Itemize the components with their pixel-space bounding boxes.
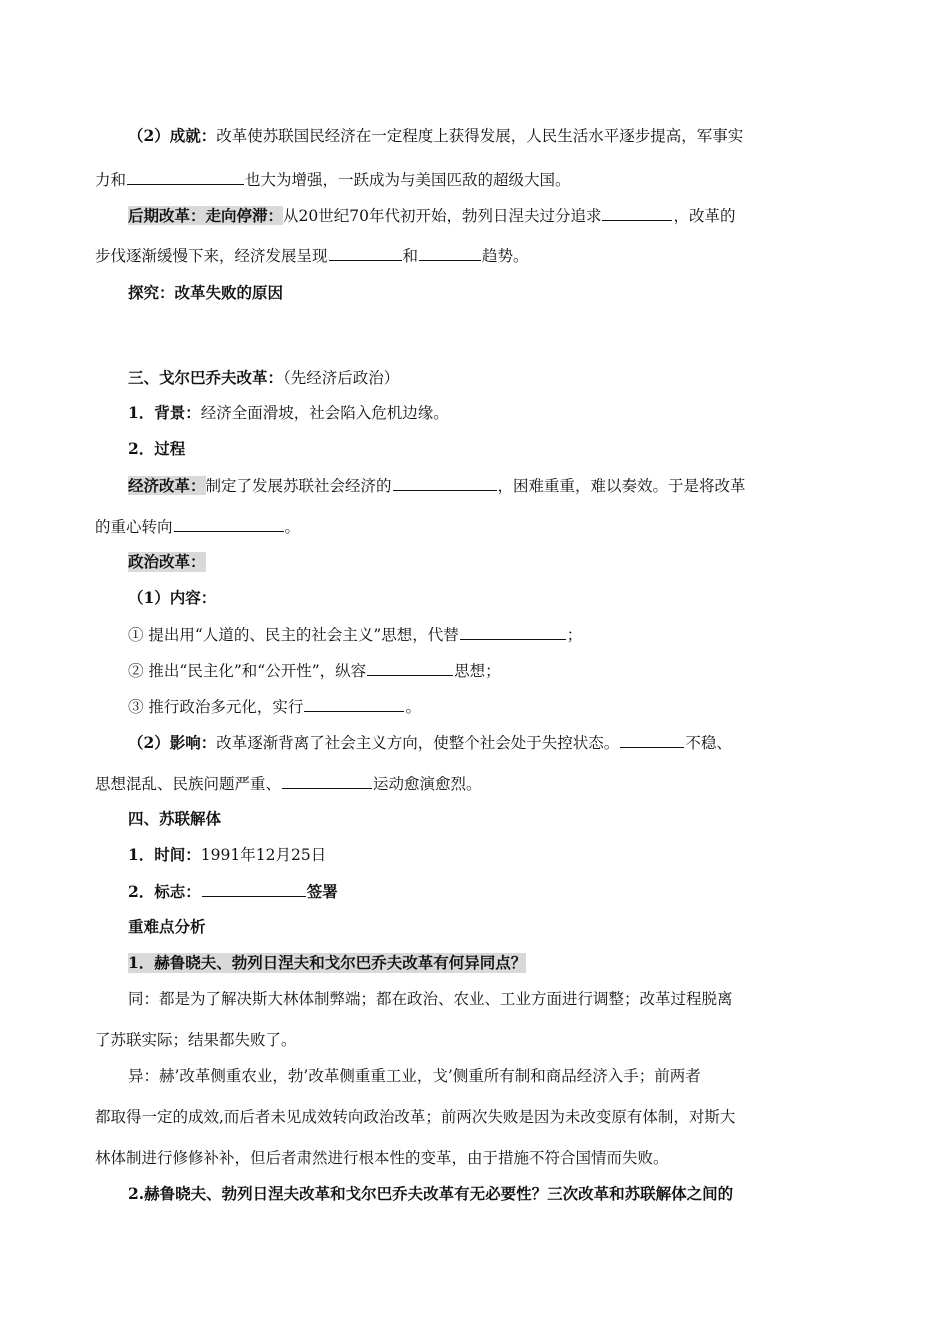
text: ，困难重重，难以奏效。于是将改革 bbox=[497, 477, 746, 495]
text: ③ 推行政治多元化，实行 bbox=[128, 698, 304, 716]
text: ① 提出用“人道的、民主的社会主义”思想，代替 bbox=[128, 626, 459, 644]
answer-blank[interactable] bbox=[602, 205, 672, 221]
question-1: 1．赫鲁晓夫、勃列日涅夫和戈尔巴乔夫改革有何异同点？ bbox=[128, 953, 527, 972]
difference-line: 异：赫’改革侧重农业，勃’改革侧重重工业，戈’侧重所有制和商品经济入手；前两者 bbox=[128, 1067, 701, 1085]
section-dissolution: 四、苏联解体 bbox=[128, 809, 222, 828]
difference-line-2: 都取得一定的成效,而后者未见成效转向政治改革；前两次失败是因为未改变原有体制，对斯大 bbox=[95, 1108, 736, 1126]
answer-blank[interactable] bbox=[419, 245, 481, 261]
economic-reform-line bbox=[128, 475, 746, 496]
answer-blank[interactable] bbox=[202, 881, 306, 897]
text: 趋势。 bbox=[482, 247, 529, 265]
section-gorbachev bbox=[128, 368, 399, 388]
text: 经济全面滑坡，社会陷入危机边缘。 bbox=[200, 404, 449, 422]
text: 。 bbox=[284, 518, 301, 536]
achievement-line-2 bbox=[95, 169, 571, 190]
question-2: 2.赫鲁晓夫、勃列日涅夫改革和戈尔巴乔夫改革有无必要性？三次改革和苏联解体之间的 bbox=[128, 1184, 734, 1203]
section-title: 三、戈尔巴乔夫改革： bbox=[128, 368, 284, 387]
economic-reform-line-2 bbox=[95, 516, 300, 537]
achievement-line bbox=[128, 126, 743, 146]
label: （2）影响： bbox=[128, 733, 217, 752]
achievement-label: （2）成就： bbox=[128, 126, 217, 145]
answer-blank[interactable] bbox=[304, 696, 404, 712]
answer-blank[interactable] bbox=[620, 732, 684, 748]
answer-blank[interactable] bbox=[282, 773, 372, 789]
time-line bbox=[128, 845, 326, 865]
label: 1．背景： bbox=[128, 403, 201, 422]
answer-blank[interactable] bbox=[367, 660, 453, 676]
achievement-text: 改革使苏联国民经济在一定程度上获得发展，人民生活水平逐步提高，军事实 bbox=[216, 127, 744, 145]
text: 思想； bbox=[454, 662, 501, 680]
answer-blank[interactable] bbox=[127, 169, 244, 185]
text: 也大为增强，一跃成为与美国匹敌的超级大国。 bbox=[245, 171, 571, 189]
similarity-line: 同：都是为了解决斯大林体制弊端；都在政治、农业、工业方面进行调整；改革过程脱离 bbox=[128, 990, 733, 1008]
explore-heading: 探究：改革失败的原因 bbox=[128, 283, 284, 302]
economic-reform-label: 经济改革： bbox=[128, 476, 206, 495]
content-item-1 bbox=[128, 624, 582, 645]
text: ② 推出“民主化”和“公开性”，纵容 bbox=[128, 662, 367, 680]
text: 和 bbox=[402, 247, 419, 265]
late-reform-line bbox=[128, 205, 735, 226]
label: 2．标志： bbox=[128, 882, 201, 901]
answer-blank[interactable] bbox=[174, 516, 284, 532]
content-label: （1）内容： bbox=[128, 588, 217, 607]
political-reform-label: 政治改革： bbox=[128, 552, 206, 571]
background-line bbox=[128, 403, 449, 423]
similarity-line-2: 了苏联实际；结果都失败了。 bbox=[95, 1031, 297, 1049]
text: 思想混乱、民族问题严重、 bbox=[95, 775, 282, 793]
answer-blank[interactable] bbox=[329, 245, 402, 261]
text: 1991年12月25日 bbox=[200, 846, 327, 864]
impact-line bbox=[128, 732, 732, 753]
text: 不稳、 bbox=[685, 734, 732, 752]
late-reform-label: 后期改革：走向停滞： bbox=[128, 206, 284, 225]
text: （先经济后政治） bbox=[283, 369, 400, 387]
text: ，改革的 bbox=[673, 207, 736, 225]
text: 步伐逐渐缓慢下来，经济发展呈现 bbox=[95, 247, 328, 265]
label: 1．时间： bbox=[128, 845, 201, 864]
difference-line-3: 林体制进行修修补补，但后者肃然进行根本性的变革，由于措施不符合国情而失败。 bbox=[95, 1149, 669, 1167]
answer-blank[interactable] bbox=[393, 475, 497, 491]
key-points-heading: 重难点分析 bbox=[128, 917, 206, 936]
text: ； bbox=[566, 626, 583, 644]
text: 签署 bbox=[306, 882, 338, 901]
late-reform-line-2 bbox=[95, 245, 529, 266]
text: 力和 bbox=[95, 171, 127, 189]
text: 的重心转向 bbox=[95, 518, 173, 536]
content-item-2 bbox=[128, 660, 501, 681]
impact-line-2 bbox=[95, 773, 482, 794]
sign-line bbox=[128, 881, 338, 902]
text: 制定了发展苏联社会经济的 bbox=[205, 477, 392, 495]
text: 从20世纪70年代初开始，勃列日涅夫过分追求 bbox=[283, 207, 602, 225]
process-heading: 2．过程 bbox=[128, 439, 186, 458]
answer-blank[interactable] bbox=[460, 624, 566, 640]
text: 运动愈演愈烈。 bbox=[373, 775, 482, 793]
text: 改革逐渐背离了社会主义方向，使整个社会处于失控状态。 bbox=[216, 734, 620, 752]
content-item-3 bbox=[128, 696, 421, 717]
text: 。 bbox=[405, 698, 421, 716]
